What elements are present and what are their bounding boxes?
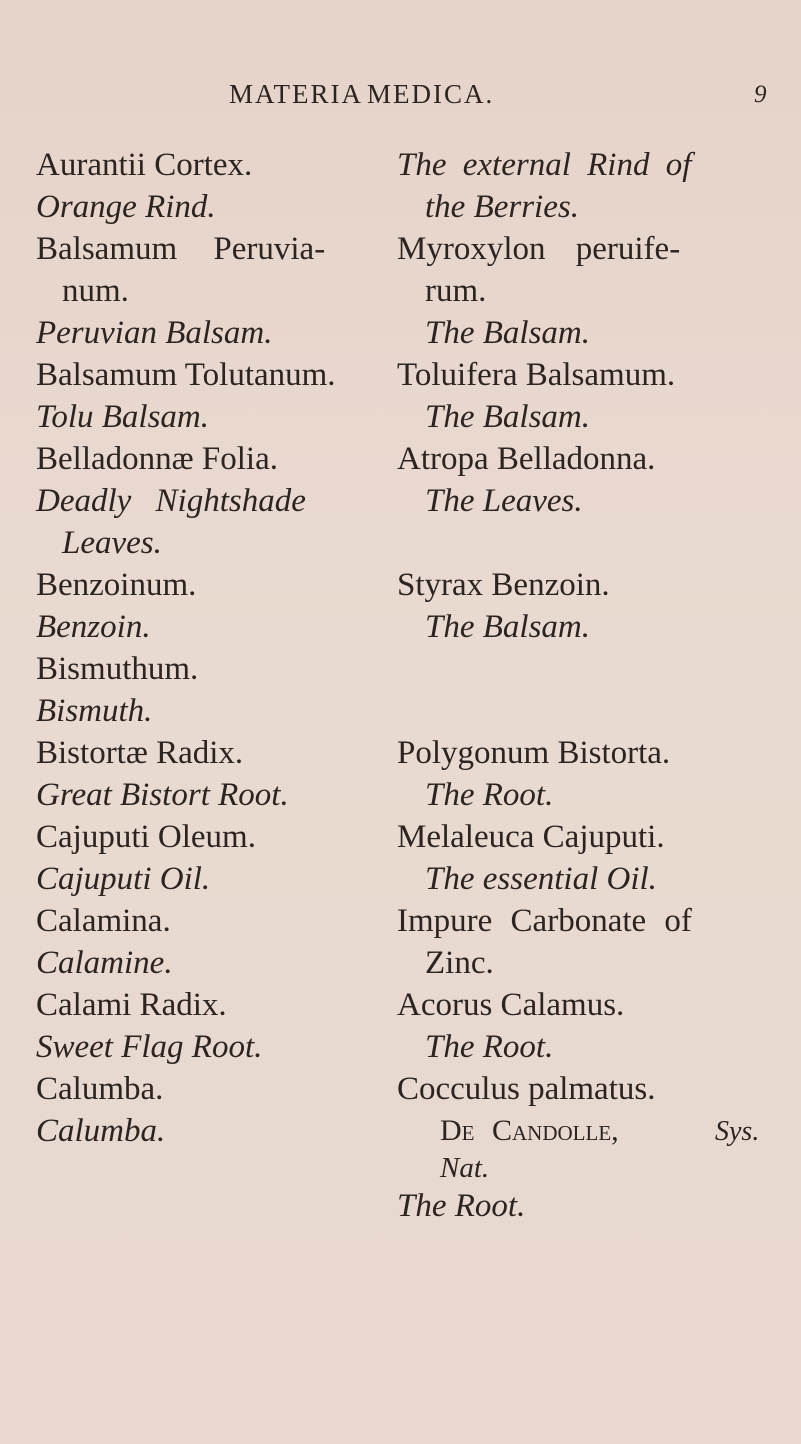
entry-botanical: Melaleuca Cajuputi. [397,819,665,855]
entry-latin: Aurantii Cortex. [36,147,253,183]
entry-authority-ref: Sys. [715,1116,760,1147]
entry-latin: Cajuputi Oleum. [36,819,256,855]
entry-part: The Balsam. [425,315,590,351]
entry-part: The Root. [425,777,554,813]
entry-english: Deadly Nightshade [36,483,306,519]
entry-botanical: Polygonum Bistorta. [397,735,671,771]
entry-authority: De Candolle, [440,1114,619,1147]
entry-english: Great Bistort Root. [36,777,289,813]
entry-english: Calamine. [36,945,173,981]
entry-description-cont: Zinc. [425,945,494,981]
entry-authority-cont: Nat. [440,1152,490,1184]
entry-english: Sweet Flag Root. [36,1029,263,1065]
page-number: 9 [754,81,767,108]
entry-latin-cont: num. [62,273,129,309]
entry-english: Tolu Balsam. [36,399,209,435]
entry-latin: Bismuthum. [36,651,199,687]
running-header [0,79,801,119]
entry-english-cont: Leaves. [62,525,162,561]
entry-description-cont: the Berries. [425,189,579,225]
entry-latin: Balsamum Peruvia- [36,231,326,267]
entry-botanical-cont: rum. [425,273,487,309]
entry-botanical: Cocculus palmatus. [397,1071,656,1107]
entry-english: Bismuth. [36,693,153,729]
entry-botanical: Acorus Calamus. [397,987,625,1023]
entry-latin: Calamina. [36,903,171,939]
entry-botanical: Atropa Belladonna. [397,441,656,477]
entry-latin: Balsamum Tolutanum. [36,357,336,393]
entry-english: Peruvian Balsam. [36,315,273,351]
entry-botanical: Styrax Benzoin. [397,567,610,603]
entry-part: The Leaves. [425,483,583,519]
entry-part: The Root. [397,1188,526,1224]
entry-latin: Calami Radix. [36,987,227,1023]
entry-english: Benzoin. [36,609,151,645]
entry-botanical: Myroxylon peruife- [397,231,681,267]
entry-latin: Benzoinum. [36,567,197,603]
entry-latin: Bistortæ Radix. [36,735,244,771]
entry-english: Orange Rind. [36,189,216,225]
entry-part: The Root. [425,1029,554,1065]
header-right: MEDICA. [367,79,495,109]
entry-description: Impure Carbonate of [397,903,692,939]
entry-english: Cajuputi Oil. [36,861,211,897]
entry-english: Calumba. [36,1113,166,1149]
header-left: MATERIA [229,79,363,109]
entry-description: The external Rind of [397,147,692,183]
entry-part: The essential Oil. [425,861,657,897]
entry-part: The Balsam. [425,609,590,645]
entry-part: The Balsam. [425,399,590,435]
entry-latin: Calumba. [36,1071,164,1107]
entry-botanical: Toluifera Balsamum. [397,357,676,393]
entry-latin: Belladonnæ Folia. [36,441,278,477]
